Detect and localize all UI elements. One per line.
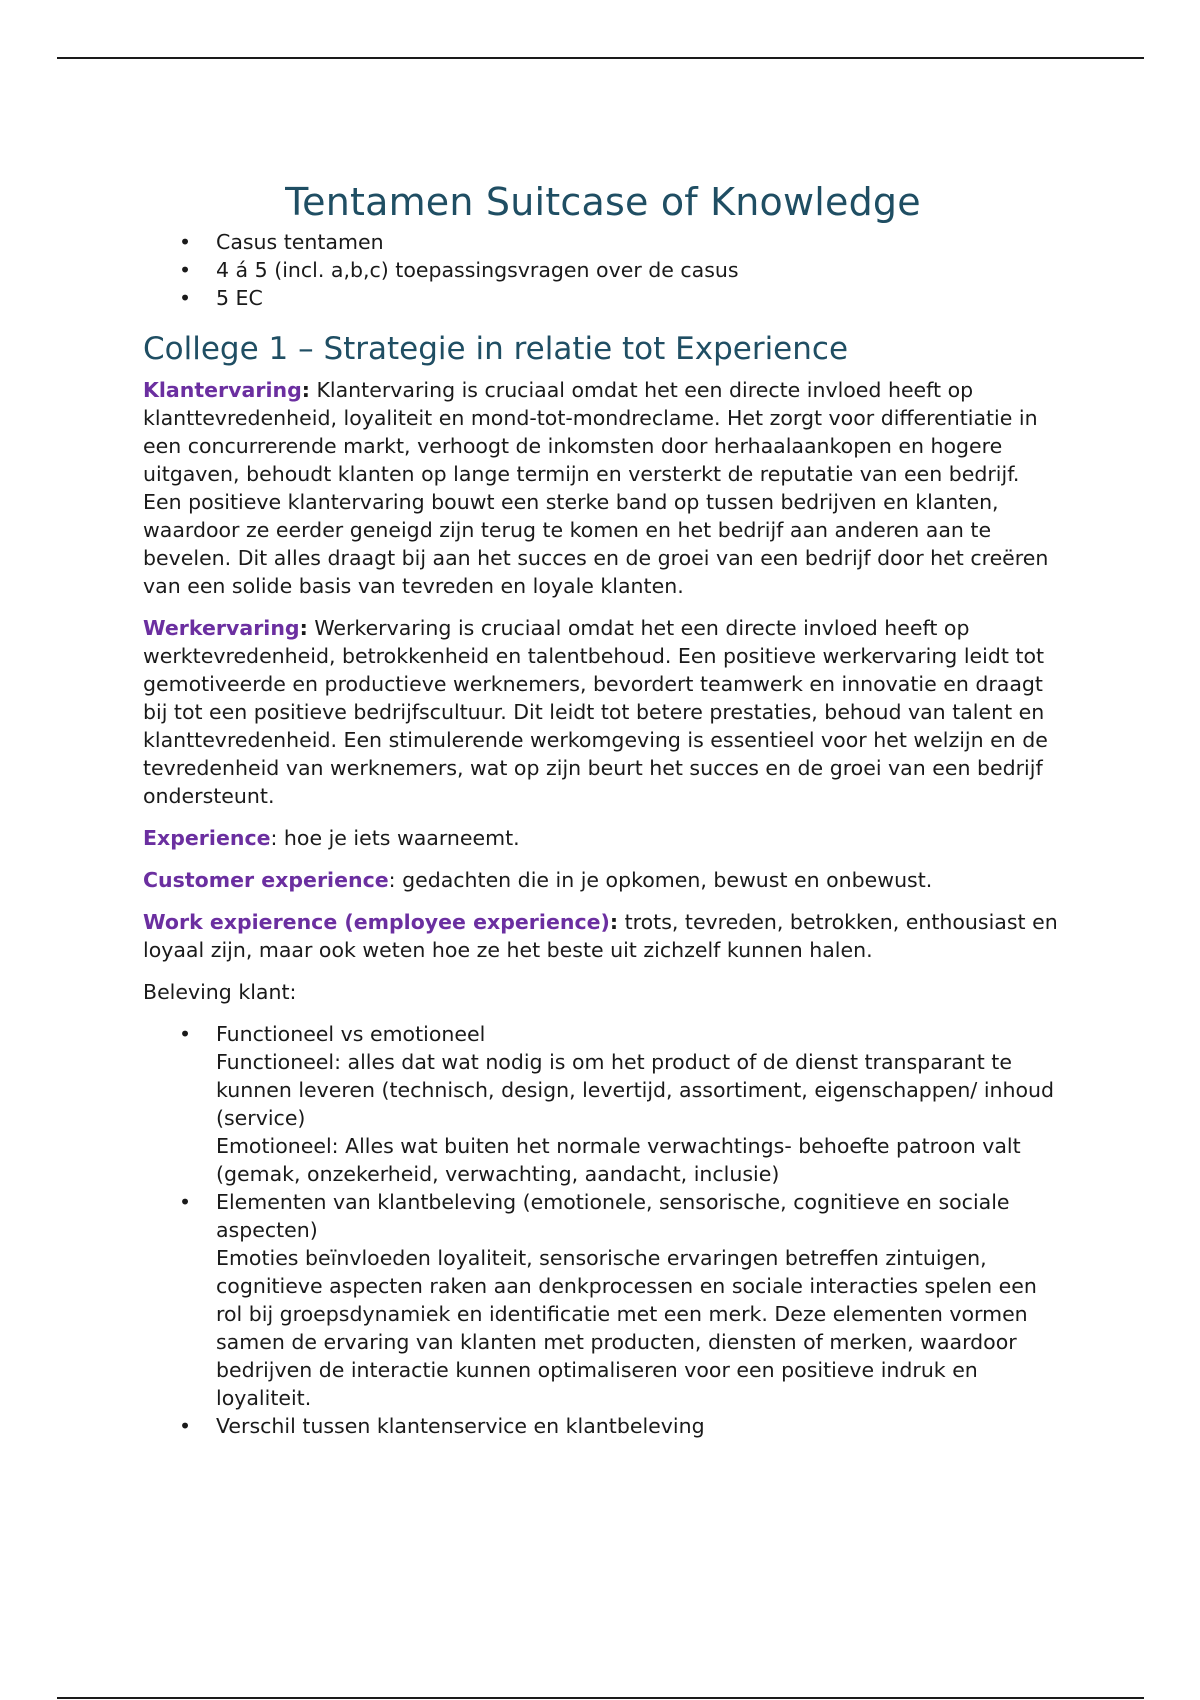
term-klantervaring: Klantervaring — [143, 378, 302, 402]
paragraph-werkervaring — [143, 614, 1063, 810]
term-colon: : — [609, 910, 619, 934]
header-rule — [57, 57, 1144, 59]
paragraph-experience — [143, 824, 1063, 852]
term-colon: : — [301, 378, 310, 402]
list-item: • Casus tentamen — [143, 228, 1063, 256]
list-item-detail: Emoties beïnvloeden loyaliteit, sensorische ervaringen betreffen zintuigen, cognitieve aspecten raken aan denkprocessen en sociale interacties spelen een rol bij groepsdynamiek en identificatie met een merk. Deze elementen vormen samen de ervaring van klanten met producten, diensten of merken, waardoor bedrijven de interactie kunnen optimaliseren voor een positieve indruk en loyaliteit. — [216, 1246, 1037, 1410]
paragraph-work-experience — [143, 908, 1063, 964]
list-item-detail: Emotioneel: Alles wat buiten het normale verwachtings- behoefte patroon valt (gemak, onzekerheid, verwachting, aandacht, inclusie) — [216, 1134, 1021, 1186]
term-customer-experience: Customer experience — [143, 868, 389, 892]
list-item — [143, 1020, 1063, 1188]
list-item-title: • Verschil tussen klantenservice en klantbeleving — [216, 1414, 705, 1438]
list-item: • 5 EC — [143, 284, 1063, 312]
list-item-title: • Functioneel vs emotioneel — [216, 1022, 486, 1046]
list-item-title: • Elementen van klantbeleving (emotionele, sensorische, cognitieve en sociale aspecten) — [216, 1190, 1010, 1242]
paragraph-customer-experience — [143, 866, 1063, 894]
exam-info-list — [143, 228, 1063, 312]
definition-text: trots, tevreden, betrokken, enthousiast en loyaal zijn, maar ook weten hoe ze het beste uit zichzelf kunnen halen. — [143, 910, 1058, 962]
paragraph-klantervaring — [143, 376, 1063, 600]
definition-text: Klantervaring is cruciaal omdat het een directe invloed heeft op klanttevredenheid, loyaliteit en mond-tot-mondreclame. Het zorgt voor differentiatie in een concurrerende markt, verhoogt de inkomsten door herhaalaankopen en hogere uitgaven, behoudt klanten op lange termijn en versterkt de reputatie van een bedrijf. Een positieve klantervaring bouwt een sterke band op tussen bedrijven en klanten, waardoor ze eerder geneigd zijn terug te komen en het bedrijf aan anderen aan te bevelen. Dit alles draagt bij aan het succes en de groei van een bedrijf door het creëren van een solide basis van tevreden en loyale klanten. — [143, 378, 1049, 598]
list-item — [143, 1412, 1063, 1440]
document-body — [143, 176, 1063, 1440]
term-colon: : — [299, 616, 308, 640]
section-heading: College 1 – Strategie in relatie tot Experience — [143, 331, 849, 367]
term-experience: Experience — [143, 826, 271, 850]
definition-text: : gedachten die in je opkomen, bewust en onbewust. — [388, 868, 933, 892]
term-work-experience: Work expierence (employee experience) — [143, 910, 610, 934]
list-item-detail: Functioneel: alles dat wat nodig is om het product of de dienst transparant te kunnen leveren (technisch, design, levertijd, assortiment, eigenschappen/ inhoud (service) — [216, 1050, 1055, 1130]
list-item: • 4 á 5 (incl. a,b,c) toepassingsvragen over de casus — [143, 256, 1063, 284]
beleving-label: Beleving klant: — [143, 980, 297, 1004]
footer-rule — [57, 1697, 1144, 1699]
definition-text: : hoe je iets waarneemt. — [270, 826, 520, 850]
list-item — [143, 1188, 1063, 1412]
document-title: Tentamen Suitcase of Knowledge — [285, 180, 921, 224]
definition-text: Werkervaring is cruciaal omdat het een directe invloed heeft op werktevredenheid, betrokkenheid en talentbehoud. Een positieve werkervaring leidt tot gemotiveerde en productieve werknemers, bevordert teamwerk en innovatie en draagt bij tot een positieve bedrijfscultuur. Dit leidt tot betere prestaties, behoud van talent en klanttevredenheid. Een stimulerende werkomgeving is essentieel voor het welzijn en de tevredenheid van werknemers, wat op zijn beurt het succes en de groei van een bedrijf ondersteunt. — [143, 616, 1048, 808]
term-werkervaring: Werkervaring — [143, 616, 300, 640]
beleving-list — [143, 1020, 1063, 1440]
